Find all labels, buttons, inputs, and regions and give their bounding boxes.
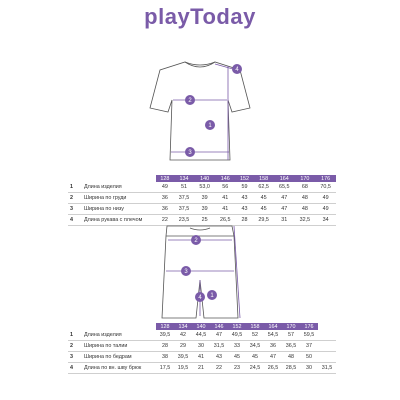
size-header: 146 <box>215 175 236 182</box>
tshirt-marker-3 <box>185 147 195 157</box>
table-row: 3 Ширина по бедрам 38 39,5 41 43 45 45 47 48 50 <box>68 352 336 363</box>
size-header: 158 <box>246 323 264 330</box>
shorts-size-header <box>68 323 336 330</box>
svg-text:2: 2 <box>194 238 198 244</box>
size-header: 128 <box>156 323 174 330</box>
table-row: 2 Ширина по талии 28 29 30 31,5 33 34,5 36 36,5 37 <box>68 341 336 352</box>
size-header: 146 <box>210 323 228 330</box>
table-row: 2 Ширина по груди 36 37,5 39 41 43 45 47 48 49 <box>68 193 336 204</box>
size-header: 152 <box>236 175 254 182</box>
size-header: 164 <box>274 175 295 182</box>
size-header: 170 <box>282 323 300 330</box>
size-header: 134 <box>174 323 192 330</box>
tshirt-marker-4 <box>232 64 242 74</box>
shorts-marker-2 <box>191 235 201 245</box>
size-header: 128 <box>156 175 174 182</box>
shorts-size-table <box>68 323 336 374</box>
size-header: 158 <box>253 175 274 182</box>
svg-text:3: 3 <box>184 269 188 275</box>
table-row: 3 Ширина по низу 36 37,5 39 41 43 45 47 48 49 <box>68 204 336 215</box>
svg-text:3: 3 <box>188 150 192 156</box>
shorts-marker-1 <box>207 290 217 300</box>
size-header: 134 <box>174 175 195 182</box>
table-row: 1 Длина изделия 49 51 53,0 56 59 62,5 65,5 68 70,5 <box>68 182 336 193</box>
shorts-marker-4 <box>195 292 205 302</box>
svg-text:2: 2 <box>188 98 192 104</box>
size-header: 152 <box>228 323 246 330</box>
svg-text:4: 4 <box>235 67 239 73</box>
svg-text:1: 1 <box>208 123 212 129</box>
size-header: 140 <box>192 323 210 330</box>
size-header: 170 <box>295 175 316 182</box>
brand-logo: playToday <box>144 4 256 29</box>
tshirt-marker-2 <box>185 95 195 105</box>
shorts-marker-3 <box>181 266 191 276</box>
svg-text:1: 1 <box>210 293 214 299</box>
shorts-drawing <box>0 218 400 323</box>
table-row: 1 Длина изделия 39,5 42 44,5 47 49,5 52 54,5 57 59,5 <box>68 330 336 341</box>
table-row: 4 Длина по вн. шву брюк 17,5 19,5 21 22 23 24,5 26,5 28,5 30 31,5 <box>68 363 336 374</box>
size-header: 164 <box>264 323 282 330</box>
size-header: 176 <box>315 175 336 182</box>
size-header: 176 <box>300 323 318 330</box>
tshirt-size-header <box>68 175 336 182</box>
size-header: 140 <box>194 175 215 182</box>
svg-text:4: 4 <box>198 295 202 301</box>
tshirt-marker-1 <box>205 120 215 130</box>
table-row: 4 Длина рукава с плечом 22 23,5 25 26,5 28 29,5 31 32,5 34 <box>68 215 336 226</box>
tshirt-drawing <box>0 0 400 170</box>
